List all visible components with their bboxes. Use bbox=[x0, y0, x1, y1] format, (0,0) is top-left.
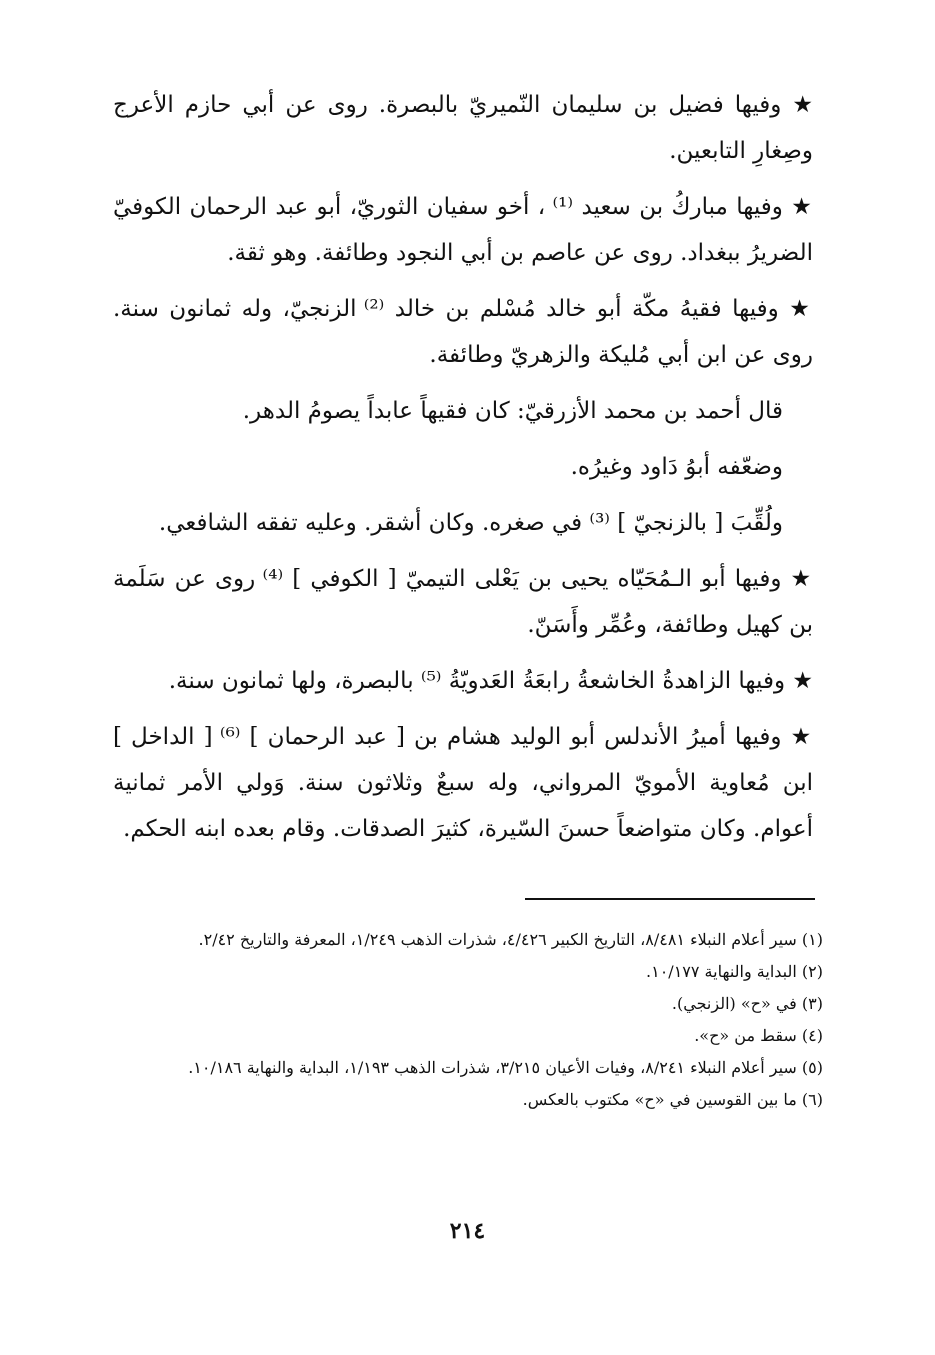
footnote: (٦) ما بين القوسين في «ح» مكتوب بالعكس. bbox=[522, 1090, 823, 1109]
paragraph: ولُقِّبَ [ بالزنجيّ ] ⁽³⁾ في صغره. وكان أشقر. وعليه تفقه الشافعي. bbox=[158, 510, 783, 536]
main-text bbox=[113, 82, 813, 862]
footnote: (٣) في «ح» (الزنجي). bbox=[671, 994, 823, 1013]
footnotes bbox=[113, 928, 823, 1120]
paragraph: ★ وفيها فضيل بن سليمان النّميريّ بالبصرة. روى عن أبي حازم الأعرج وصِغارِ التابعين. bbox=[113, 92, 813, 164]
page-number: ٢١٤ bbox=[449, 1218, 486, 1244]
paragraph: ★ وفيها أميرُ الأندلس أبو الوليد هشام بن [ عبد الرحمان ] ⁽⁶⁾ [ الداخل ] ابن مُعاوية الأمويّ المرواني، وله سبعٌ وثلاثون سنة. وَولي الأمر ثمانية أعوام. وكان متواضعاً حسنَ السّيرة، كثيرَ الصدقات. وقام بعده ابنه الحكم. bbox=[113, 724, 813, 842]
paragraph: ★ وفيها الزاهدةُ الخاشعةُ رابعَةُ العَدويّةُ ⁽⁵⁾ بالبصرة، ولها ثمانون سنة. bbox=[168, 668, 813, 694]
footnote: (٢) البداية والنهاية ١٠/١٧٧. bbox=[646, 962, 823, 981]
paragraph: وضعّفه أبوُ دَاود وغيرُه. bbox=[570, 454, 783, 480]
footnote: (٤) سقط من «ح». bbox=[694, 1026, 823, 1045]
paragraph: ★ وفيها فقيهُ مكّة أبو خالد مُسْلم بن خالد ⁽²⁾ الزنجيّ، وله ثمانون سنة. روى عن ابن أبي مُليكة والزهريّ وطائفة. bbox=[113, 296, 813, 368]
footnote: (١) سير أعلام النبلاء ٨/٤٨١، التاريخ الكبير ٤/٤٢٦، شذرات الذهب ١/٢٤٩، المعرفة والتاريخ ٢/٤٢. bbox=[198, 930, 823, 949]
paragraph: ★ وفيها أبو الـمُحَيّاه يحيى بن يَعْلى التيميّ [ الكوفي ] ⁽⁴⁾ روى عن سَلَمة بن كهيل وطائفة، وعُمِّر وأَسَنّ. bbox=[113, 566, 814, 638]
footnote: (٥) سير أعلام النبلاء ٨/٢٤١، وفيات الأعيان ٣/٢١٥، شذرات الذهب ١/١٩٣، البداية والنهاية ١٠/١٨٦. bbox=[188, 1058, 823, 1077]
paragraph: ★ وفيها مباركُ بن سعيد ⁽¹⁾ ، أخو سفيان الثوريّ، أبو عبد الرحمان الكوفيّ الضريرُ ببغداد. روى عن عاصم بن أبي النجود وطائفة. وهو ثقة. bbox=[113, 194, 813, 266]
footnote-divider bbox=[525, 898, 815, 900]
paragraph: قال أحمد بن محمد الأزرقيّ: كان فقيهاً عابداً يصومُ الدهر. bbox=[242, 398, 783, 424]
